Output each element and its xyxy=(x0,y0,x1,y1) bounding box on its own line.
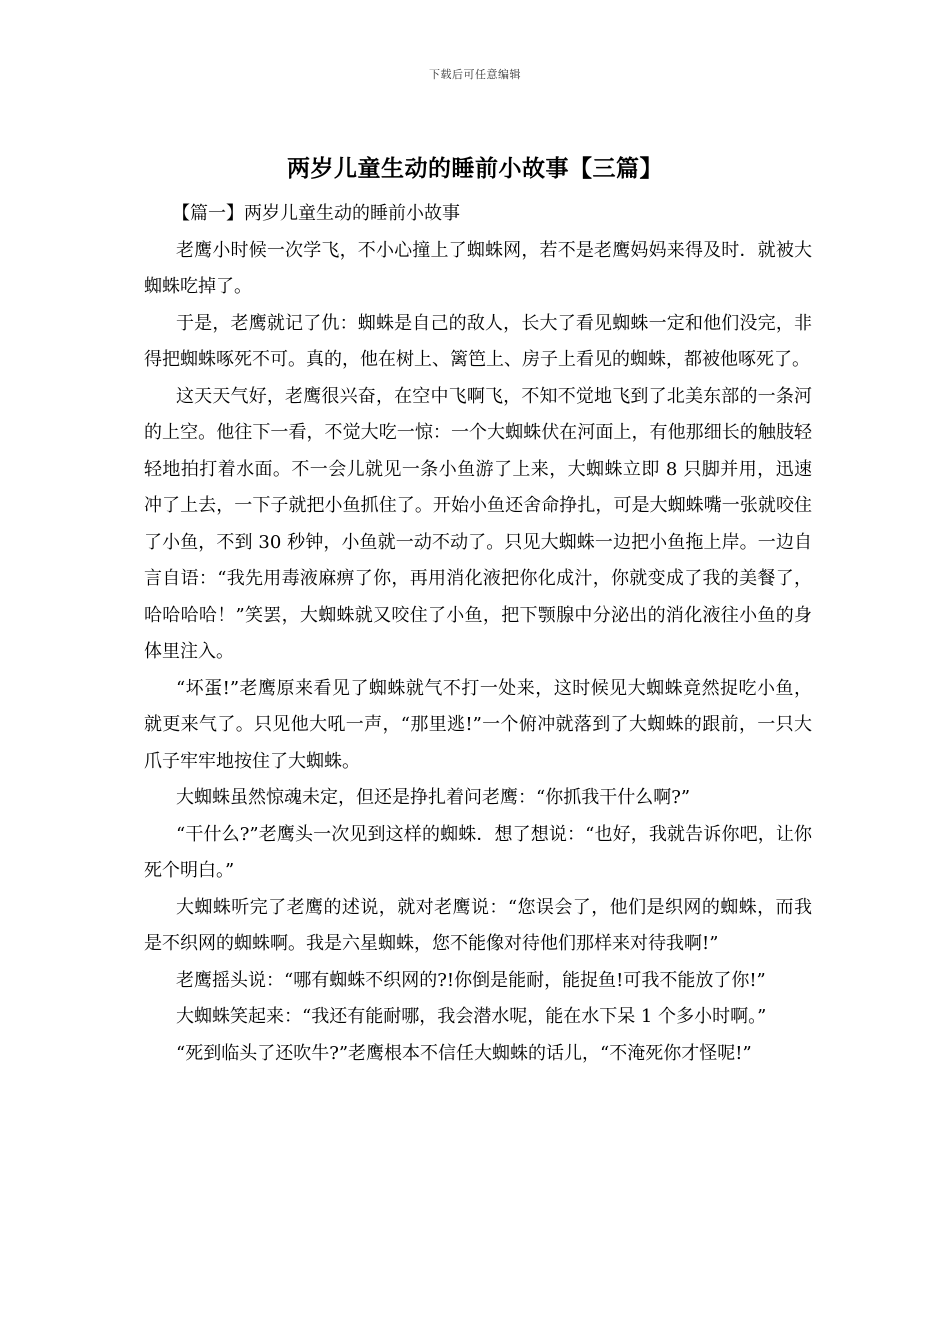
paragraph: 老鹰小时候一次学飞，不小心撞上了蜘蛛网，若不是老鹰妈妈来得及时．就被大蜘蛛吃掉了。 xyxy=(144,239,812,297)
section-heading: 【篇一】两岁儿童生动的睡前小故事 xyxy=(172,203,460,224)
paragraph: 于是，老鹰就记了仇：蜘蛛是自己的敌人，长大了看见蜘蛛一定和他们没完，非得把蜘蛛啄死不可。真的，他在树上、篱笆上、房子上看见的蜘蛛，都被他啄死了。 xyxy=(144,312,812,370)
paragraph: 大蜘蛛听完了老鹰的述说，就对老鹰说：“您误会了，他们是织网的蜘蛛，而我是不织网的蜘蛛啊。我是六星蜘蛛，您不能像对待他们那样来对待我啊!” xyxy=(144,896,812,954)
document-body xyxy=(144,196,812,1072)
document-title: 两岁儿童生动的睡前小故事【三篇】 xyxy=(287,155,663,182)
paragraph: 老鹰摇头说：“哪有蜘蛛不织网的?!你倒是能耐，能捉鱼!可我不能放了你!” xyxy=(176,969,766,991)
paragraph: “坏蛋!”老鹰原来看见了蜘蛛就气不打一处来，这时候见大蜘蛛竟然捉吃小鱼，就更来气了。只见他大吼一声，“那里逃!”一个俯冲就落到了大蜘蛛的跟前，一只大爪子牢牢地按住了大蜘蛛。 xyxy=(144,677,812,772)
paragraph: “死到临头了还吹牛?”老鹰根本不信任大蜘蛛的话儿，“不淹死你才怪呢!” xyxy=(176,1042,752,1064)
paragraph: 这天天气好，老鹰很兴奋，在空中飞啊飞，不知不觉地飞到了北美东部的一条河的上空。他往下一看，不觉大吃一惊：一个大蜘蛛伏在河面上，有他那细长的触肢轻轻地拍打着水面。不一会儿就见一条小鱼游了上来，大蜘蛛立即 8 只脚并用，迅速冲了上去，一下子就把小鱼抓住了。开始小鱼还舍命挣扎，可是大蜘蛛嘴一张就咬住了小鱼，不到 30 秒钟，小鱼就一动不动了。只见大蜘蛛一边把小鱼拖上岸。一边自言自语：“我先用毒液麻痹了你，再用消化液把你化成汁，你就变成了我的美餐了，哈哈哈哈！”笑罢，大蜘蛛就又咬住了小鱼，把下颚腺中分泌出的消化液往小鱼的身体里注入。 xyxy=(144,385,812,662)
paragraph: 大蜘蛛虽然惊魂未定，但还是挣扎着问老鹰：“你抓我干什么啊?” xyxy=(176,787,691,808)
page-header-note: 下载后可任意编辑 xyxy=(429,68,521,81)
paragraph: 大蜘蛛笑起来：“我还有能耐哪，我会潜水呢，能在水下呆 1 个多小时啊。” xyxy=(176,1006,767,1027)
paragraph: “干什么?”老鹰头一次见到这样的蜘蛛．想了想说：“也好，我就告诉你吧，让你死个明白。” xyxy=(144,823,812,881)
